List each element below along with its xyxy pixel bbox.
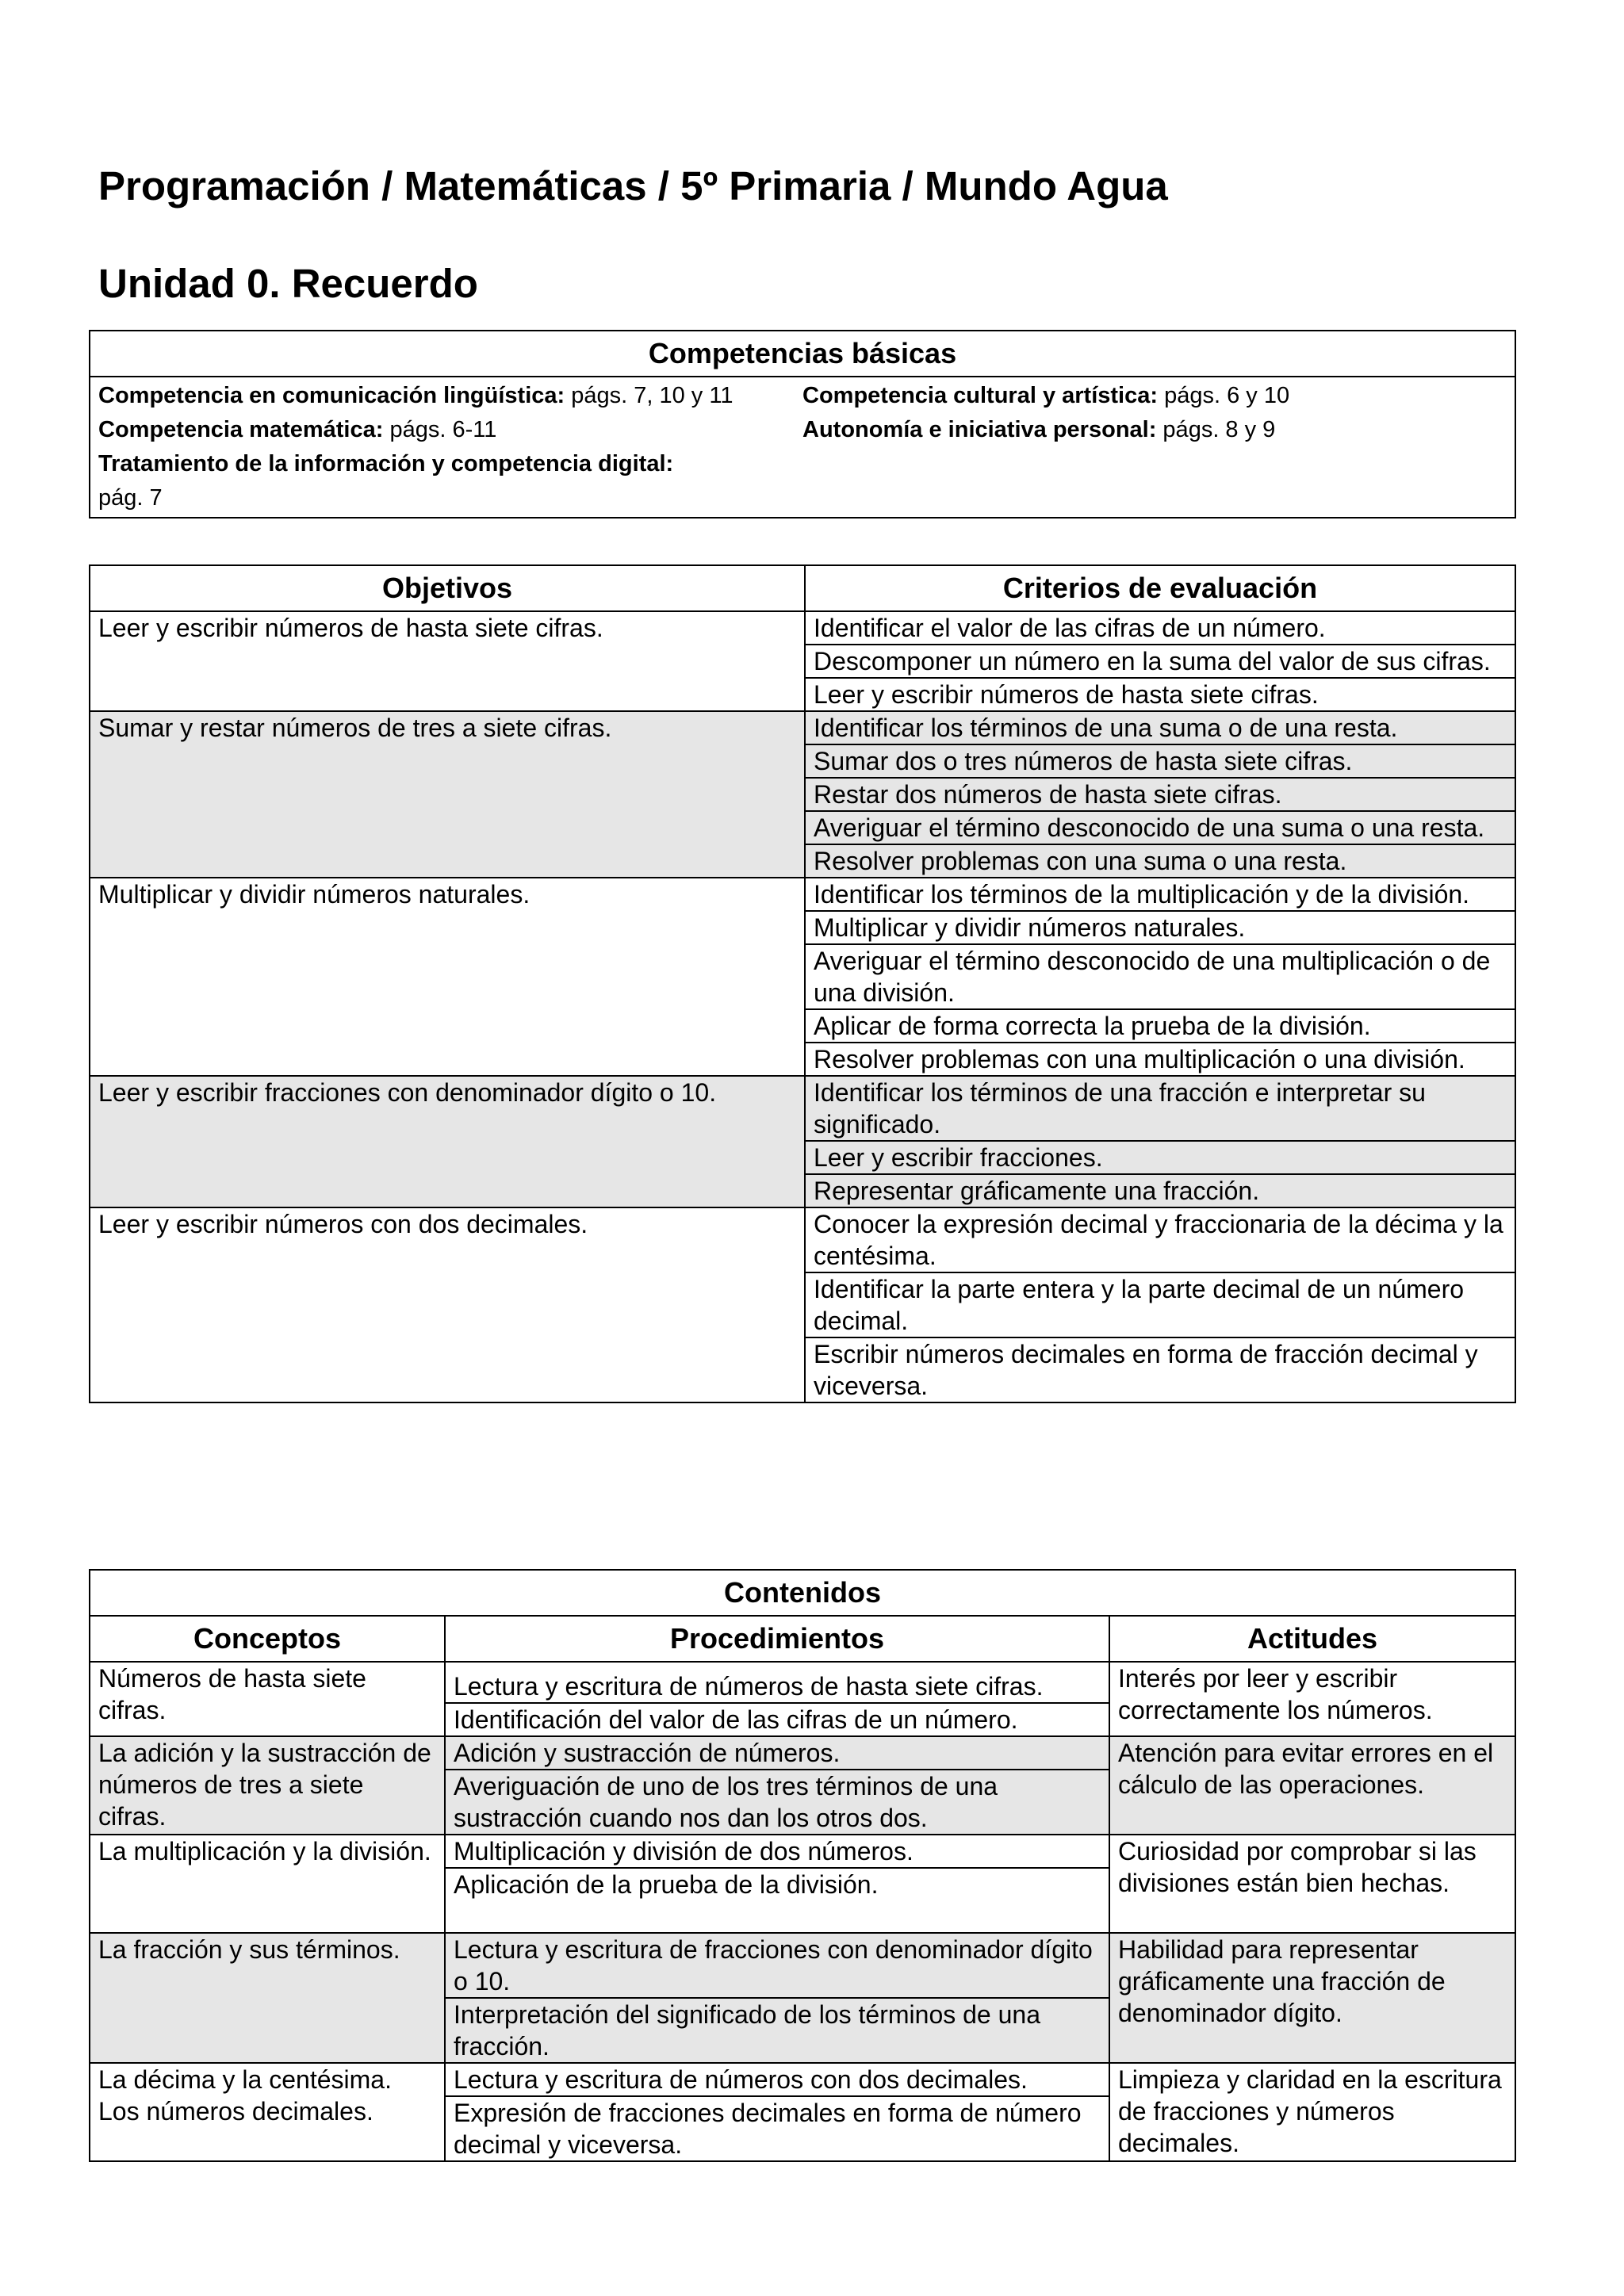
procedimiento-cell: Lectura y escritura de fracciones con denominador dígito o 10. <box>445 1933 1109 1998</box>
criterio-cell: Identificar la parte entera y la parte decimal de un número decimal. <box>805 1272 1515 1337</box>
actitud-cell: Curiosidad por comprobar si las divisiones están bien hechas. <box>1109 1835 1515 1933</box>
procedimiento-cell: Averiguación de uno de los tres términos de una sustracción cuando nos dan los otros dos. <box>445 1770 1109 1835</box>
concepto-cell: La adición y la sustracción de números de tres a siete cifras. <box>90 1736 445 1835</box>
objetivo-cell: Leer y escribir fracciones con denominador dígito o 10. <box>90 1076 805 1207</box>
conceptos-column-header: Conceptos <box>90 1616 445 1662</box>
actitudes-column-header: Actitudes <box>1109 1616 1515 1662</box>
actitud-cell: Atención para evitar errores en el cálculo de las operaciones. <box>1109 1736 1515 1835</box>
criterio-cell: Averiguar el término desconocido de una suma o una resta. <box>805 811 1515 844</box>
concepto-cell: La multiplicación y la división. <box>90 1835 445 1933</box>
contenidos-heading: Contenidos <box>90 1570 1515 1616</box>
competencia-item: Autonomía e iniciativa personal: págs. 8 y 9 <box>802 417 1276 442</box>
competencia-item: Competencia cultural y artística: págs. 6 y 10 <box>802 383 1290 408</box>
procedimiento-cell: Multiplicación y división de dos números. <box>445 1835 1109 1868</box>
actitud-cell: Habilidad para representar gráficamente una fracción de denominador dígito. <box>1109 1933 1515 2063</box>
objetivos-column-header: Objetivos <box>90 565 805 611</box>
competencia-item: Competencia matemática: págs. 6-11 <box>98 417 497 442</box>
criterio-cell: Resolver problemas con una multiplicación o una división. <box>805 1043 1515 1076</box>
criterio-cell: Resolver problemas con una suma o una resta. <box>805 844 1515 878</box>
objetivo-cell: Multiplicar y dividir números naturales. <box>90 878 805 1076</box>
criterio-cell: Leer y escribir números de hasta siete cifras. <box>805 678 1515 711</box>
actitud-cell: Interés por leer y escribir correctamente los números. <box>1109 1662 1515 1736</box>
criterio-cell: Identificar los términos de una suma o de una resta. <box>805 711 1515 744</box>
criterio-cell: Averiguar el término desconocido de una multiplicación o de una división. <box>805 944 1515 1009</box>
criterios-column-header: Criterios de evaluación <box>805 565 1515 611</box>
concepto-cell: Números de hasta siete cifras. <box>90 1662 445 1736</box>
criterio-cell: Sumar dos o tres números de hasta siete cifras. <box>805 744 1515 778</box>
competencia-item: Competencia en comunicación lingüística: págs. 7, 10 y 11 <box>98 383 733 408</box>
competencias-body <box>90 377 1515 518</box>
objetivo-cell: Sumar y restar números de tres a siete cifras. <box>90 711 805 878</box>
criterio-cell: Leer y escribir fracciones. <box>805 1141 1515 1174</box>
procedimiento-cell: Aplicación de la prueba de la división. <box>445 1868 1109 1933</box>
criterio-cell: Aplicar de forma correcta la prueba de la división. <box>805 1009 1515 1043</box>
contenidos-table <box>89 1569 1516 2162</box>
criterio-cell: Identificar los términos de la multiplicación y de la división. <box>805 878 1515 911</box>
criterio-cell: Restar dos números de hasta siete cifras. <box>805 778 1515 811</box>
competencias-table <box>89 330 1516 519</box>
criterio-cell: Escribir números decimales en forma de fracción decimal y viceversa. <box>805 1337 1515 1402</box>
procedimiento-cell: Adición y sustracción de números. <box>445 1736 1109 1770</box>
competencias-heading: Competencias básicas <box>90 331 1515 377</box>
criterio-cell: Descomponer un número en la suma del valor de sus cifras. <box>805 645 1515 678</box>
actitud-cell: Limpieza y claridad en la escritura de fracciones y números decimales. <box>1109 2063 1515 2161</box>
objetivo-cell: Leer y escribir números con dos decimales. <box>90 1207 805 1402</box>
objetivos-table <box>89 564 1516 1403</box>
criterio-cell: Representar gráficamente una fracción. <box>805 1174 1515 1207</box>
concepto-cell: La fracción y sus términos. <box>90 1933 445 2063</box>
page-title: Programación / Matemáticas / 5º Primaria / Mundo Agua <box>98 163 1168 209</box>
procedimiento-cell: Expresión de fracciones decimales en forma de número decimal y viceversa. <box>445 2096 1109 2161</box>
criterio-cell: Conocer la expresión decimal y fraccionaria de la décima y la centésima. <box>805 1207 1515 1272</box>
procedimiento-cell: Identificación del valor de las cifras de un número. <box>445 1703 1109 1736</box>
concepto-cell: La décima y la centésima. Los números decimales. <box>90 2063 445 2161</box>
competencia-item: Tratamiento de la información y competencia digital: pág. 7 <box>98 451 674 511</box>
procedimiento-cell: Lectura y escritura de números de hasta siete cifras. <box>445 1662 1109 1703</box>
criterio-cell: Identificar el valor de las cifras de un número. <box>805 611 1515 645</box>
procedimientos-column-header: Procedimientos <box>445 1616 1109 1662</box>
procedimiento-cell: Interpretación del significado de los términos de una fracción. <box>445 1998 1109 2063</box>
objetivo-cell: Leer y escribir números de hasta siete cifras. <box>90 611 805 711</box>
criterio-cell: Multiplicar y dividir números naturales. <box>805 911 1515 944</box>
unit-title: Unidad 0. Recuerdo <box>98 261 478 306</box>
criterio-cell: Identificar los términos de una fracción e interpretar su significado. <box>805 1076 1515 1141</box>
procedimiento-cell: Lectura y escritura de números con dos decimales. <box>445 2063 1109 2096</box>
